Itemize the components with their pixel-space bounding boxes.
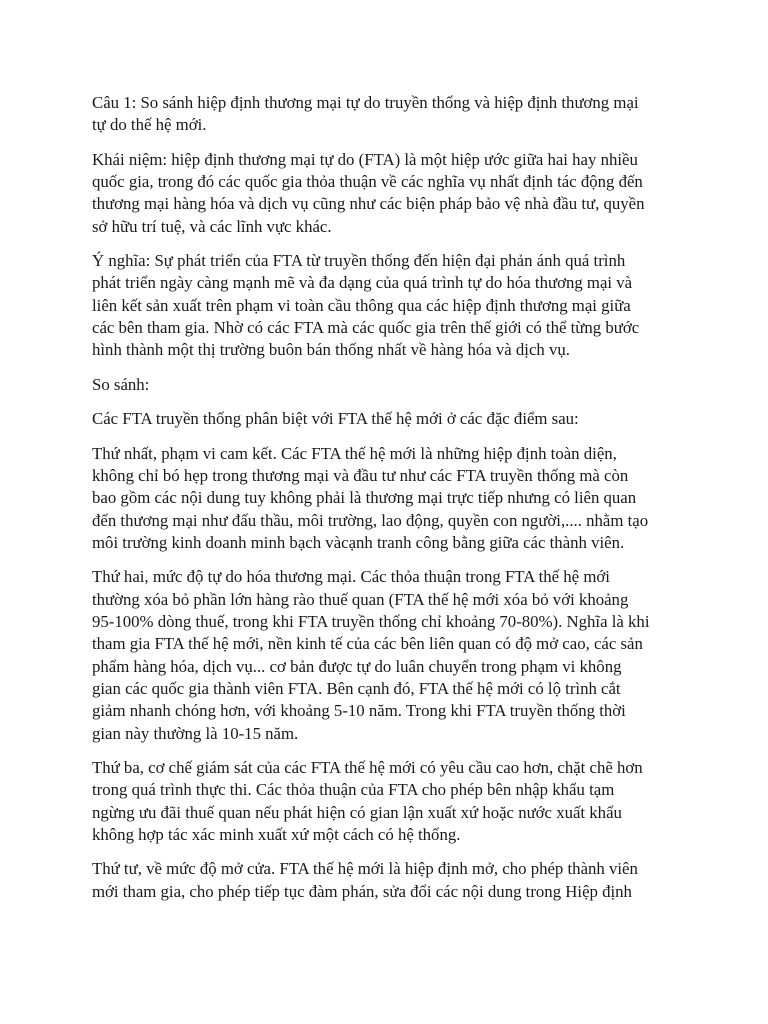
definition-paragraph: Khái niệm: hiệp định thương mại tự do (FTA) là một hiệp ước giữa hai hay nhiều quốc gia, trong đó các quốc gia thỏa thuận về các nghĩa vụ nhất định tác động đến thương mại hàng hóa và dịch vụ cũng như các biện pháp bảo vệ nhà đầu tư, quyền sở hữu trí tuệ, và các lĩnh vực khác. [92, 149, 645, 236]
comparison-intro: Các FTA truyền thống phân biệt với FTA thế hệ mới ở các đặc điểm sau: [92, 409, 579, 429]
point-one-paragraph: Thứ nhất, phạm vi cam kết. Các FTA thế hệ mới là những hiệp định toàn diện, không chỉ bó hẹp trong thương mại và đầu tư như các FTA truyền thống mà còn bao gồm các nội dung tuy không phải là thương mại trực tiếp nhưng có liên quan đến thương mại như đấu thầu, môi trường, lao động, quyền con người,.... nhằm tạo môi trường kinh doanh minh bạch vàcạnh tranh công bằng giữa các thành viên. [92, 443, 649, 552]
significance-paragraph: Ý nghĩa: Sự phát triển của FTA từ truyền thống đến hiện đại phản ánh quá trình phát triển ngày càng mạnh mẽ và đa dạng của quá trình tự do hóa thương mại và liên kết sản xuất trên phạm vi toàn cầu thông qua các hiệp định thương mại giữa các bên tham gia. Nhờ có các FTA mà các quốc gia trên thế giới có thể từng bước hình thành một thị trường buôn bán thống nhất về hàng hóa và dịch vụ. [92, 251, 640, 360]
point-four-paragraph: Thứ tư, về mức độ mở cửa. FTA thế hệ mới là hiệp định mở, cho phép thành viên mới tham gia, cho phép tiếp tục đàm phán, sửa đổi các nội dung trong Hiệp định [92, 859, 638, 901]
question-heading: Câu 1: So sánh hiệp định thương mại tự do truyền thống và hiệp định thương mại tự do thế hệ mới. [92, 93, 639, 135]
point-two-paragraph: Thứ hai, mức độ tự do hóa thương mại. Các thỏa thuận trong FTA thế hệ mới thường xóa bỏ phần lớn hàng rào thuế quan (FTA thế hệ mới xóa bỏ với khoảng 95-100% dòng thuế, trong khi FTA truyền thống chỉ khoảng 70-80%). Nghĩa là khi tham gia FTA thế hệ mới, nền kinh tế của các bên liên quan có độ mở cao, các sản phẩm hàng hóa, dịch vụ... cơ bản được tự do luân chuyển trong phạm vi không gian các quốc gia thành viên FTA. Bên cạnh đó, FTA thế hệ mới có lộ trình cắt giảm nhanh chóng hơn, với khoảng 5-10 năm. Trong khi FTA truyền thống thời gian này thường là 10-15 năm. [92, 567, 650, 743]
comparison-label: So sánh: [92, 374, 150, 394]
point-three-paragraph: Thứ ba, cơ chế giám sát của các FTA thế hệ mới có yêu cầu cao hơn, chặt chẽ hơn trong quá trình thực thi. Các thỏa thuận của FTA cho phép bên nhập khẩu tạm ngừng ưu đãi thuế quan nếu phát hiện có gian lận xuất xứ hoặc nước xuất khẩu không hợp tác xác minh xuất xứ một cách có hệ thống. [92, 758, 643, 844]
